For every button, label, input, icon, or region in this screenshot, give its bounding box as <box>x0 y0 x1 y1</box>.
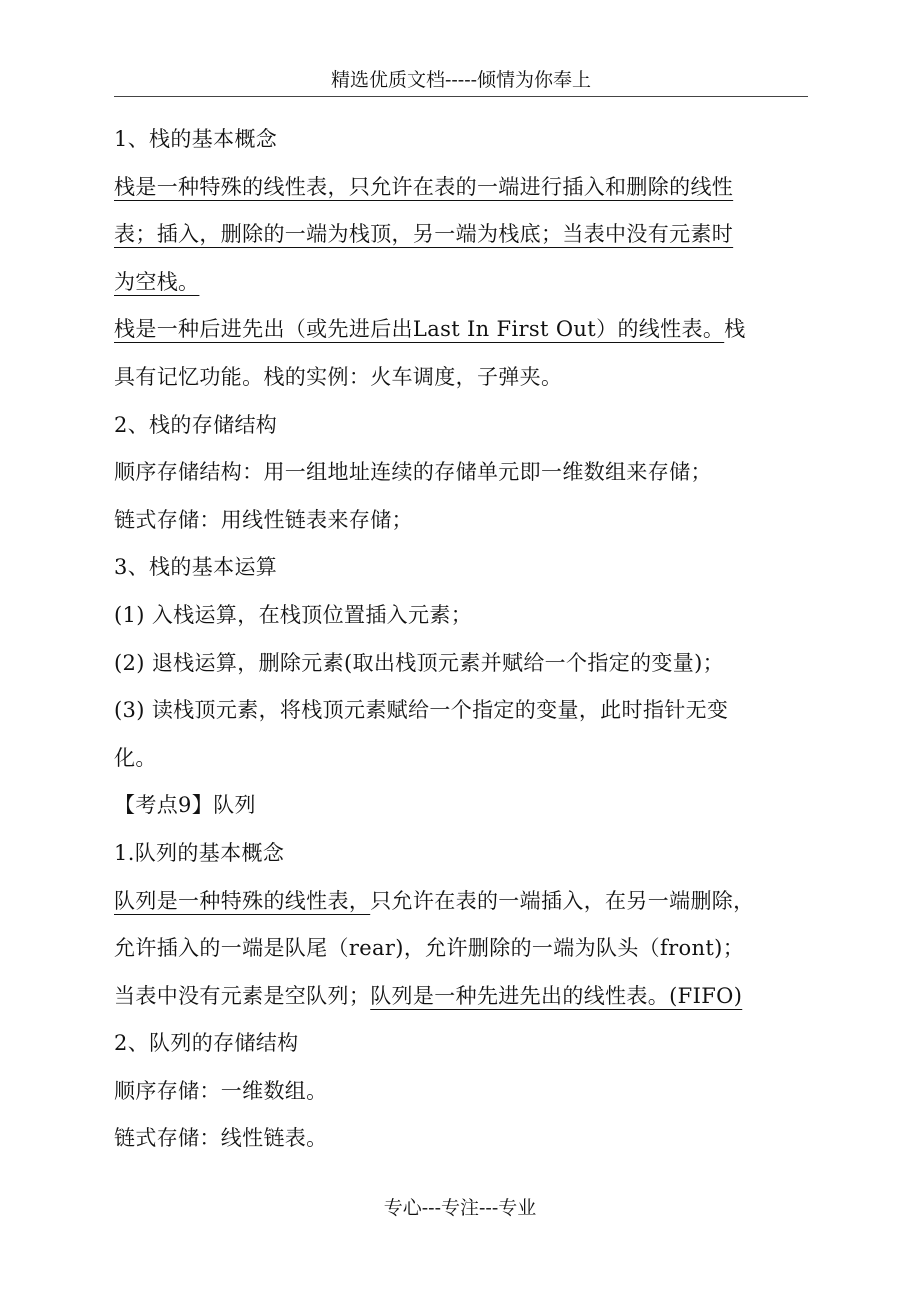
stack-lifo-line <box>114 306 814 354</box>
stack-operation-push: (1) 入栈运算，在栈顶位置插入元素； <box>114 602 473 627</box>
stack-operation-pop: (2) 退栈运算，删除元素(取出栈顶元素并赋给一个指定的变量)； <box>114 650 725 675</box>
document-body <box>114 116 814 1163</box>
plain-text: 当表中没有元素是空队列； <box>114 983 371 1008</box>
queue-definition-line <box>114 878 814 926</box>
queue-linked-storage: 链式存储：线性链表。 <box>114 1126 328 1151</box>
underlined-text: 为空栈。 <box>114 269 200 294</box>
section-heading-queue-concept: 1.队列的基本概念 <box>114 840 285 865</box>
stack-operation-read-top-line-1: (3) 读栈顶元素，将栈顶元素赋给一个指定的变量，此时指针无变 <box>114 698 729 723</box>
underlined-text: 队列是一种先进先出的线性表。(FIFO) <box>370 983 743 1008</box>
stack-definition-line-3 <box>114 259 814 307</box>
underlined-text: 表；插入，删除的一端为栈顶，另一端为栈底；当表中没有元素时 <box>114 222 734 247</box>
queue-rear-front-line: 允许插入的一端是队尾（rear)，允许删除的一端为队头（front)； <box>114 936 745 961</box>
underlined-text: 栈是一种特殊的线性表，只允许在表的一端进行插入和删除的线性 <box>114 174 734 199</box>
plain-text: 栈 <box>724 317 746 342</box>
stack-sequential-storage: 顺序存储结构：用一组地址连续的存储单元即一维数组来存储； <box>114 460 712 485</box>
key-point-9-heading: 【考点9】队列 <box>114 793 256 818</box>
stack-memory-line: 具有记忆功能。栈的实例：火车调度，子弹夹。 <box>114 364 563 389</box>
section-heading-queue-storage: 2、队列的存储结构 <box>114 1031 299 1056</box>
queue-fifo-line <box>114 973 814 1021</box>
queue-sequential-storage: 顺序存储：一维数组。 <box>114 1078 328 1103</box>
footer-text: 专心---专注---专业 <box>383 1197 537 1219</box>
header-text: 精选优质文档-----倾情为你奉上 <box>330 69 592 91</box>
page-footer <box>0 1192 920 1224</box>
underlined-text: 栈是一种后进先出（或先进后出Last In First Out）的线性表。 <box>114 317 725 342</box>
stack-linked-storage: 链式存储：用线性链表来存储； <box>114 507 413 532</box>
page-header <box>114 64 808 97</box>
section-heading-stack-operations: 3、栈的基本运算 <box>114 555 278 580</box>
plain-text: 只允许在表的一端插入，在另一端删除， <box>370 888 755 913</box>
section-heading-stack-storage: 2、栈的存储结构 <box>114 412 278 437</box>
stack-operation-read-top-line-2: 化。 <box>114 745 157 770</box>
section-heading-stack-concept: 1、栈的基本概念 <box>114 127 278 151</box>
stack-definition-line-1 <box>114 164 814 212</box>
stack-definition-line-2 <box>114 211 814 259</box>
underlined-text: 队列是一种特殊的线性表， <box>114 888 371 913</box>
